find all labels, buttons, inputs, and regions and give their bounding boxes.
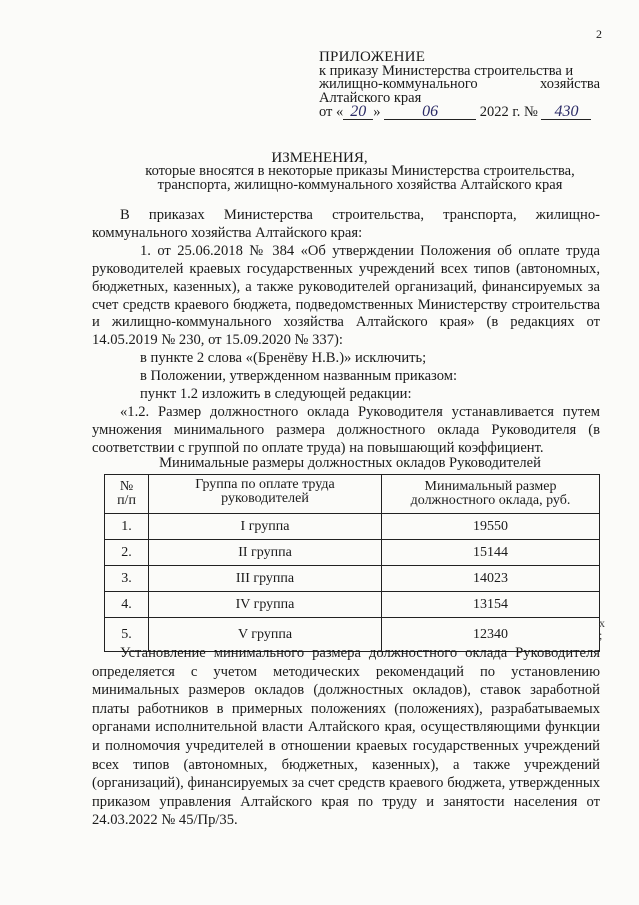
cell-salary: 15144 bbox=[382, 540, 600, 566]
margin-mark-bottom: ; bbox=[599, 628, 603, 642]
handwritten-month: 06 bbox=[384, 105, 476, 120]
margin-mark-top: x bbox=[599, 616, 605, 630]
cell-salary: 19550 bbox=[382, 514, 600, 540]
cell-number: 2. bbox=[105, 540, 149, 566]
cell-number: 3. bbox=[105, 566, 149, 592]
cell-number: 5. bbox=[105, 618, 149, 652]
heading-subtitle-line-1: которые вносятся в некоторые приказы Министерства строительства, bbox=[145, 163, 575, 179]
appendix-block bbox=[319, 51, 600, 120]
header-cell-group: Группа по оплате труда руководителей bbox=[149, 475, 382, 514]
close-quote: » bbox=[373, 104, 381, 120]
cell-number: 1. bbox=[105, 514, 149, 540]
table-row bbox=[105, 566, 600, 592]
paragraph-1: В приказах Министерства строительства, транспорта, жилищно-коммунального хозяйства Алтайского края: bbox=[92, 207, 600, 241]
cell-salary: 13154 bbox=[382, 592, 600, 618]
header-cell-salary: Минимальный размер должностного оклада, руб. bbox=[382, 475, 600, 514]
cell-group: V группа bbox=[149, 618, 382, 652]
heading-title: ИЗМЕНЕНИЯ, bbox=[271, 150, 368, 166]
appendix-title: ПРИЛОЖЕНИЕ bbox=[319, 49, 426, 65]
from-label: от « bbox=[319, 104, 344, 120]
page-number: 2 bbox=[596, 27, 602, 41]
heading-subtitle-line-2: транспорта, жилищно-коммунального хозяйства Алтайского края bbox=[157, 177, 563, 193]
cell-salary: 12340 bbox=[382, 618, 600, 652]
heading-subtitle bbox=[0, 164, 639, 192]
paragraph-6: «1.2. Размер должностного оклада Руководителя устанавливается путем умножения минимального размера должностного оклада Руководителя (в соответствии с группой по оплате труда) на повышающий коэффициент. bbox=[92, 403, 600, 456]
cell-salary: 14023 bbox=[382, 566, 600, 592]
paragraph-2: 1. от 25.06.2018 № 384 «Об утверждении Положения об оплате труда руководителей краевых государственных учреждений всех типов (автономных, бюджетных, казенных), а также руководителей организаций, финансируемых за счет средств краевого бюджета, подведомственных Министерству строительства и жилищно-коммунального хозяйства Алтайского края» (в редакциях от 14.05.2019 № 230, от 15.09.2020 № 337): bbox=[92, 242, 600, 349]
handwritten-day: 20 bbox=[343, 105, 373, 120]
appendix-line-3: Алтайского края bbox=[319, 89, 422, 106]
table-row bbox=[105, 540, 600, 566]
appendix-line-2b: хозяйства bbox=[540, 76, 600, 92]
appendix-date-line bbox=[319, 105, 600, 120]
number-label: № bbox=[523, 104, 538, 120]
cell-group: I группа bbox=[149, 514, 382, 540]
cell-group: II группа bbox=[149, 540, 382, 566]
appendix-line-1: к приказу Министерства строительства и bbox=[319, 62, 574, 79]
table-row bbox=[105, 514, 600, 540]
cell-group: III группа bbox=[149, 566, 382, 592]
salary-table bbox=[104, 474, 600, 652]
paragraph-5: пункт 1.2 изложить в следующей редакции: bbox=[140, 386, 412, 403]
cell-number: 4. bbox=[105, 592, 149, 618]
table-caption: Минимальные размеры должностных окладов Руководителей bbox=[159, 455, 541, 471]
table-header-row bbox=[105, 475, 600, 514]
paragraph-3: в пункте 2 слова «(Бренёву Н.В.)» исключить; bbox=[140, 350, 427, 367]
year: 2022 г. bbox=[479, 104, 521, 120]
body-text-continued bbox=[92, 644, 600, 830]
paragraph-4: в Положении, утвержденном названным приказом: bbox=[140, 368, 458, 385]
body-text bbox=[92, 207, 600, 458]
header-cell-number: № п/п bbox=[105, 475, 149, 514]
table-row bbox=[105, 592, 600, 618]
cell-group: IV группа bbox=[149, 592, 382, 618]
handwritten-number: 430 bbox=[541, 105, 591, 120]
appendix-line-2a: жилищно-коммунального bbox=[319, 76, 478, 92]
margin-marks bbox=[599, 617, 605, 641]
paragraph-7: Установление минимального размера должностного оклада Руководителя определяется с учетом методических рекомендаций по установлению минимальных размеров окладов (должностных окладов), ставок заработной платы работников в примерных положениях (положениях), разрабатываемых органами исполнительной власти Алтайского края, осуществляющими функции и полномочия учредителей в отношении краевых государственных учреждений всех типов (автономных, бюджетных, казенных), а также учреждений (организаций), финансируемых за счет средств краевого бюджета, утвержденных приказом управления Алтайского края по труду и занятости населения от 24.03.2022 № 45/Пр/35. bbox=[92, 645, 600, 829]
